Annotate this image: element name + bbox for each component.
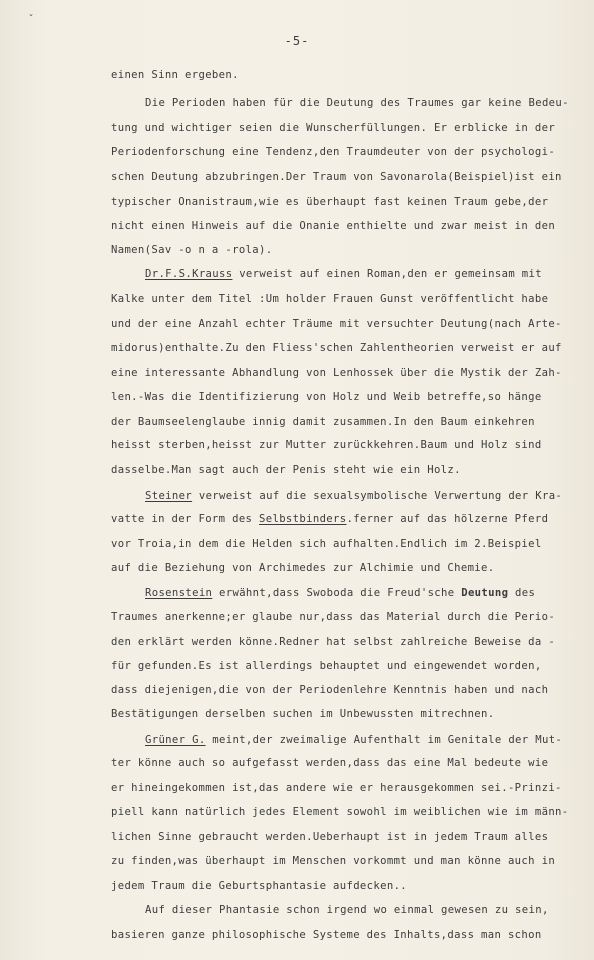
text-line: dasselbe.Man sagt auch der Penis steht wie ein Holz.: [111, 464, 461, 476]
text-line: piell kann natürlich jedes Element sowohl im weiblichen wie im männ-: [111, 806, 569, 818]
underlined-term: Selbstbinders: [259, 513, 347, 525]
text-line: Die Perioden haben für die Deutung des Traumes gar keine Bedeu-: [145, 97, 569, 109]
text-line: einen Sinn ergeben.: [111, 69, 239, 81]
text-line: den erklärt werden könne.Redner hat selbst zahlreiche Beweise da -: [111, 636, 556, 648]
text-line: vatte in der Form des Selbstbinders.ferner auf das hölzerne Pferd: [111, 513, 549, 525]
text-line: tung und wichtiger seien die Wunscherfüllungen. Er erblicke in der: [111, 122, 556, 134]
text-line: Rosenstein erwähnt,dass Swoboda die Freud'sche Deutung des: [145, 587, 536, 599]
text-line: eine interessante Abhandlung von Lenhossek über die Mystik der Zah-: [111, 367, 562, 379]
text-line: typischer Onanistraum,wie es überhaupt fast keinen Traum gebe,der: [111, 196, 549, 208]
text-line: Periodenforschung eine Tendenz,den Traumdeuter von der psychologi-: [111, 146, 556, 158]
text-line: dass diejenigen,die von der Periodenlehre Kenntnis haben und nach: [111, 684, 549, 696]
text-line: basieren ganze philosophische Systeme des Inhalts,dass man schon: [111, 929, 542, 941]
text-line: der Baumseelenglaube innig damit zusammen.In den Baum einkehren: [111, 416, 535, 428]
text-line: für gefunden.Es ist allerdings behauptet und eingewendet worden,: [111, 660, 542, 672]
text-line: und der eine Anzahl echter Träume mit versuchter Deutung(nach Arte-: [111, 318, 562, 330]
text-line: er hineingekommen ist,das andere wie er herausgekommen sei.-Prinzi-: [111, 782, 562, 794]
speaker-name: Grüner G.: [145, 734, 206, 746]
text-line: midorus)enthalte.Zu den Fliess'schen Zahlentheorien verweist er auf: [111, 342, 562, 354]
text-line: Bestätigungen derselben suchen im Unbewussten mitrechnen.: [111, 708, 495, 720]
text-line: Dr.F.S.Krauss verweist auf einen Roman,den er gemeinsam mit: [145, 268, 542, 280]
speaker-name: Dr.F.S.Krauss: [145, 268, 233, 280]
speaker-name: Rosenstein: [145, 587, 213, 599]
text-line: heisst sterben,heisst zur Mutter zurückkehren.Baum und Holz sind: [111, 439, 542, 451]
text-line: Grüner G. meint,der zweimalige Aufenthalt im Genitale der Mut-: [145, 734, 563, 746]
text-line: len.-Was die Identifizierung von Holz und Weib betreffe,so hänge: [111, 391, 542, 403]
text-line: schen Deutung abzubringen.Der Traum von Savonarola(Beispiel)ist ein: [111, 171, 562, 183]
speaker-name: Steiner: [145, 490, 193, 502]
text-line: Auf dieser Phantasie schon irgend wo einmal gewesen zu sein,: [145, 904, 549, 916]
text-line: Steiner verweist auf die sexualsymbolische Verwertung der Kra-: [145, 490, 563, 502]
page-number: -5-: [284, 34, 310, 48]
text-line: nicht einen Hinweis auf die Onanie enthielte und zwar meist in den: [111, 220, 556, 232]
text-line: vor Troia,in dem die Helden sich aufhalten.Endlich im 2.Beispiel: [111, 538, 542, 550]
text-line: Kalke unter dem Titel :Um holder Frauen Gunst veröffentlicht habe: [111, 293, 549, 305]
text-line: ter könne auch so aufgefasst werden,dass das eine Mal bedeute wie: [111, 757, 549, 769]
overtyped-word: Deutung: [461, 587, 509, 599]
text-line: Traumes anerkenne;er glaube nur,dass das Material durch die Perio-: [111, 611, 556, 623]
text-line: lichen Sinne gebraucht werden.Ueberhaupt ist in jedem Traum alles: [111, 831, 549, 843]
text-line: Namen(Sav -o n a -rola).: [111, 244, 273, 256]
text-line: auf die Beziehung von Archimedes zur Alchimie und Chemie.: [111, 562, 495, 574]
text-line: jedem Traum die Geburtsphantasie aufdecken..: [111, 880, 408, 892]
text-line: zu finden,was überhaupt im Menschen vorkommt und man könne auch in: [111, 855, 556, 867]
corner-mark: ˇ: [28, 14, 35, 25]
